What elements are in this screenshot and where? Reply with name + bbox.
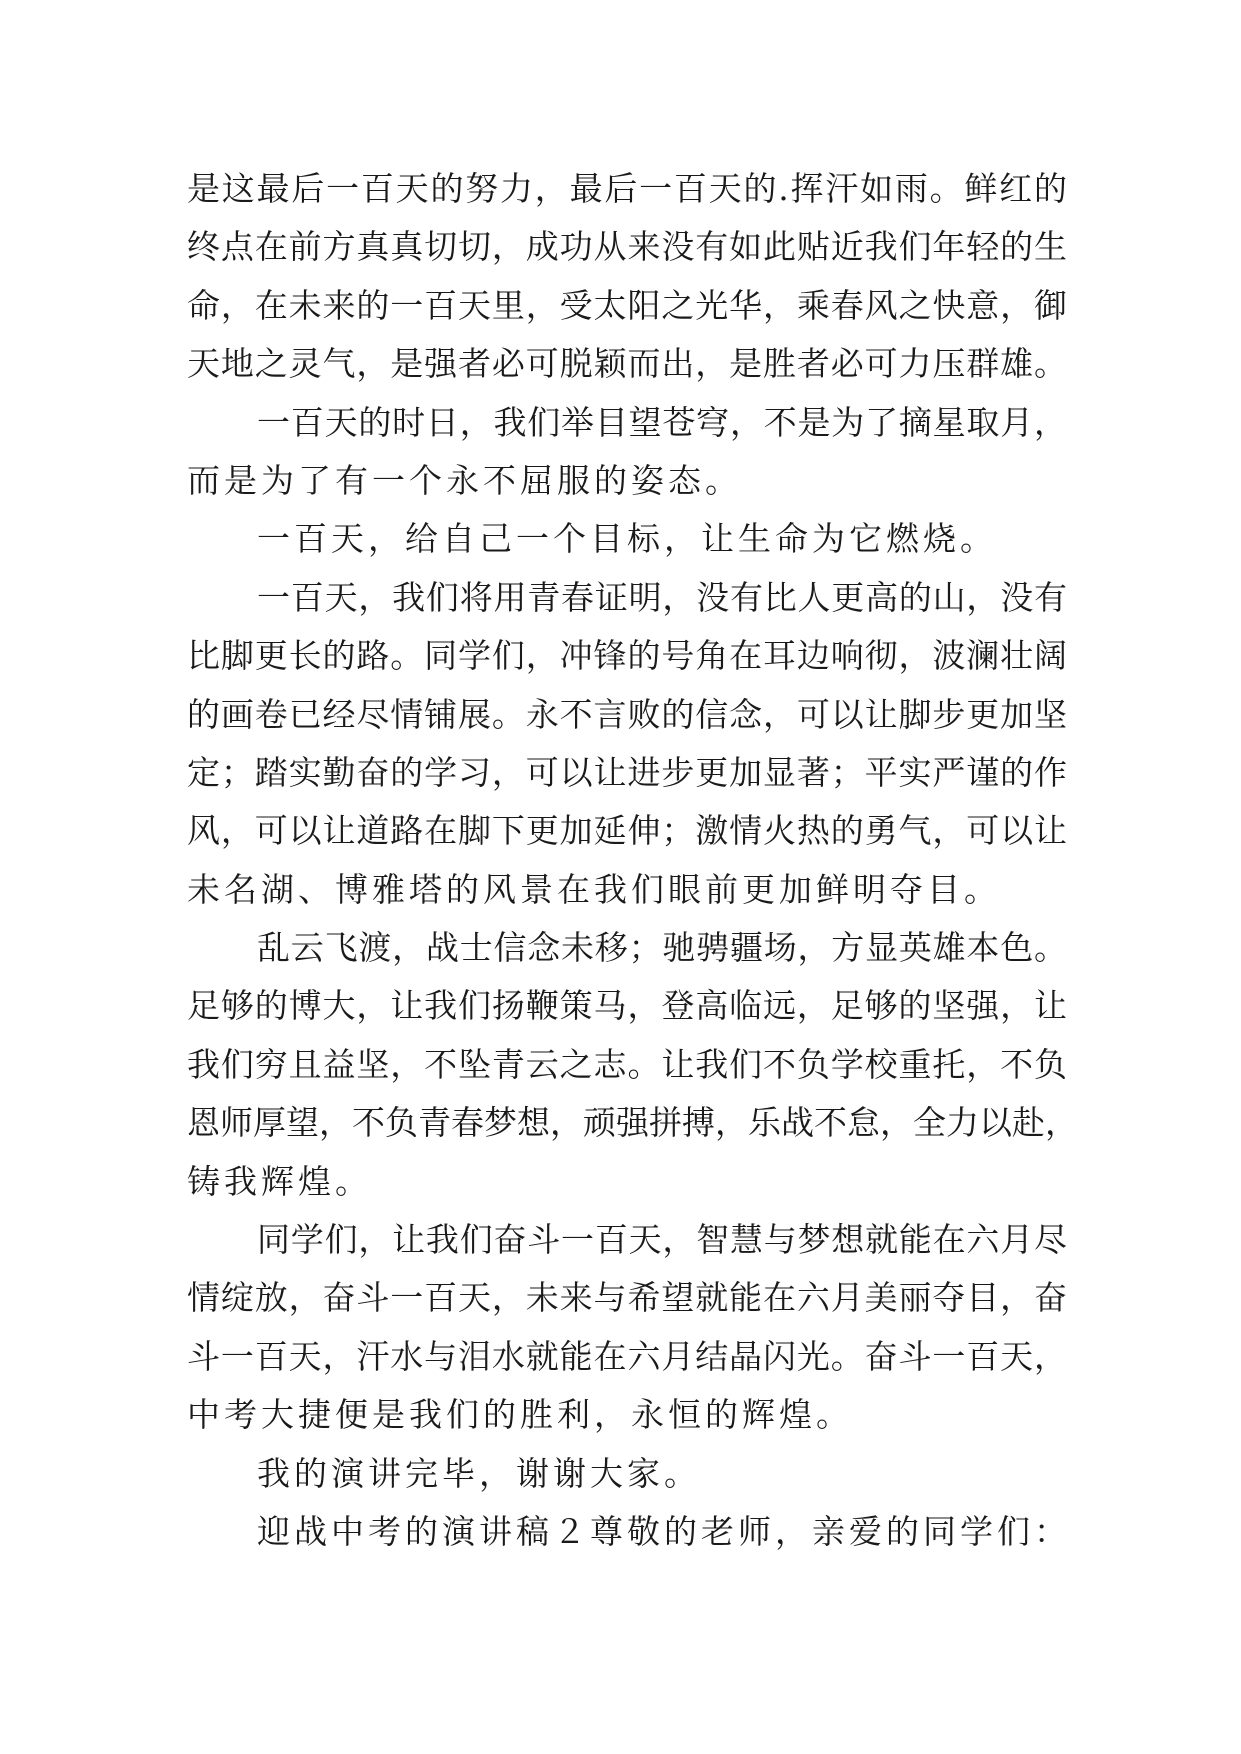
text-line: 风，可以让道路在脚下更加延伸；激情火热的勇气，可以让 bbox=[187, 811, 1067, 851]
text-line: 未名湖、博雅塔的风景在我们眼前更加鲜明夺目。 bbox=[187, 869, 1001, 909]
text-line: 定；踏实勤奋的学习，可以让进步更加显著；平实严谨的作 bbox=[187, 752, 1067, 792]
text-line: 同学们，让我们奋斗一百天，智慧与梦想就能在六月尽 bbox=[257, 1220, 1067, 1260]
text-line: 一百天，给自己一个目标，让生命为它燃烧。 bbox=[257, 519, 997, 559]
text-line: 情绽放，奋斗一百天，未来与希望就能在六月美丽夺目，奋 bbox=[187, 1278, 1067, 1318]
text-line: 而是为了有一个永不屈服的姿态。 bbox=[187, 460, 742, 500]
text-line: 一百天，我们将用青春证明，没有比人更高的山，没有 bbox=[257, 577, 1067, 617]
text-line: 天地之灵气，是强者必可脱颖而出，是胜者必可力压群雄。 bbox=[187, 344, 1067, 384]
text-line: 的画卷已经尽情铺展。永不言败的信念，可以让脚步更加坚 bbox=[187, 694, 1067, 734]
text-line: 中考大捷便是我们的胜利，永恒的辉煌。 bbox=[187, 1395, 853, 1435]
text-line: 铸我辉煌。 bbox=[187, 1161, 372, 1201]
text-line: 斗一百天，汗水与泪水就能在六月结晶闪光。奋斗一百天， bbox=[187, 1336, 1067, 1376]
text-line: 命，在未来的一百天里，受太阳之光华，乘春风之快意，御 bbox=[187, 285, 1067, 325]
text-line: 我的演讲完毕，谢谢大家。 bbox=[257, 1453, 701, 1493]
text-line: 足够的博大，让我们扬鞭策马，登高临远，足够的坚强，让 bbox=[187, 986, 1067, 1026]
document-body bbox=[187, 160, 1078, 1561]
text-line: 乱云飞渡，战士信念未移；驰骋疆场，方显英雄本色。 bbox=[257, 928, 1067, 968]
text-line: 是这最后一百天的努力，最后一百天的.挥汗如雨。鲜红的 bbox=[187, 169, 1067, 208]
text-line: 一百天的时日，我们举目望苍穹，不是为了摘星取月， bbox=[257, 402, 1067, 442]
text-line: 终点在前方真真切切，成功从来没有如此贴近我们年轻的生 bbox=[187, 227, 1067, 267]
text-line: 恩师厚望，不负青春梦想，顽强拼搏，乐战不怠，全力以赴， bbox=[187, 1103, 1078, 1143]
text-line: 我们穷且益坚，不坠青云之志。让我们不负学校重托，不负 bbox=[187, 1044, 1067, 1084]
text-line: 迎战中考的演讲稿２尊敬的老师，亲爱的同学们： bbox=[257, 1511, 1071, 1551]
text-line: 比脚更长的路。同学们，冲锋的号角在耳边响彻，波澜壮阔 bbox=[187, 636, 1067, 676]
